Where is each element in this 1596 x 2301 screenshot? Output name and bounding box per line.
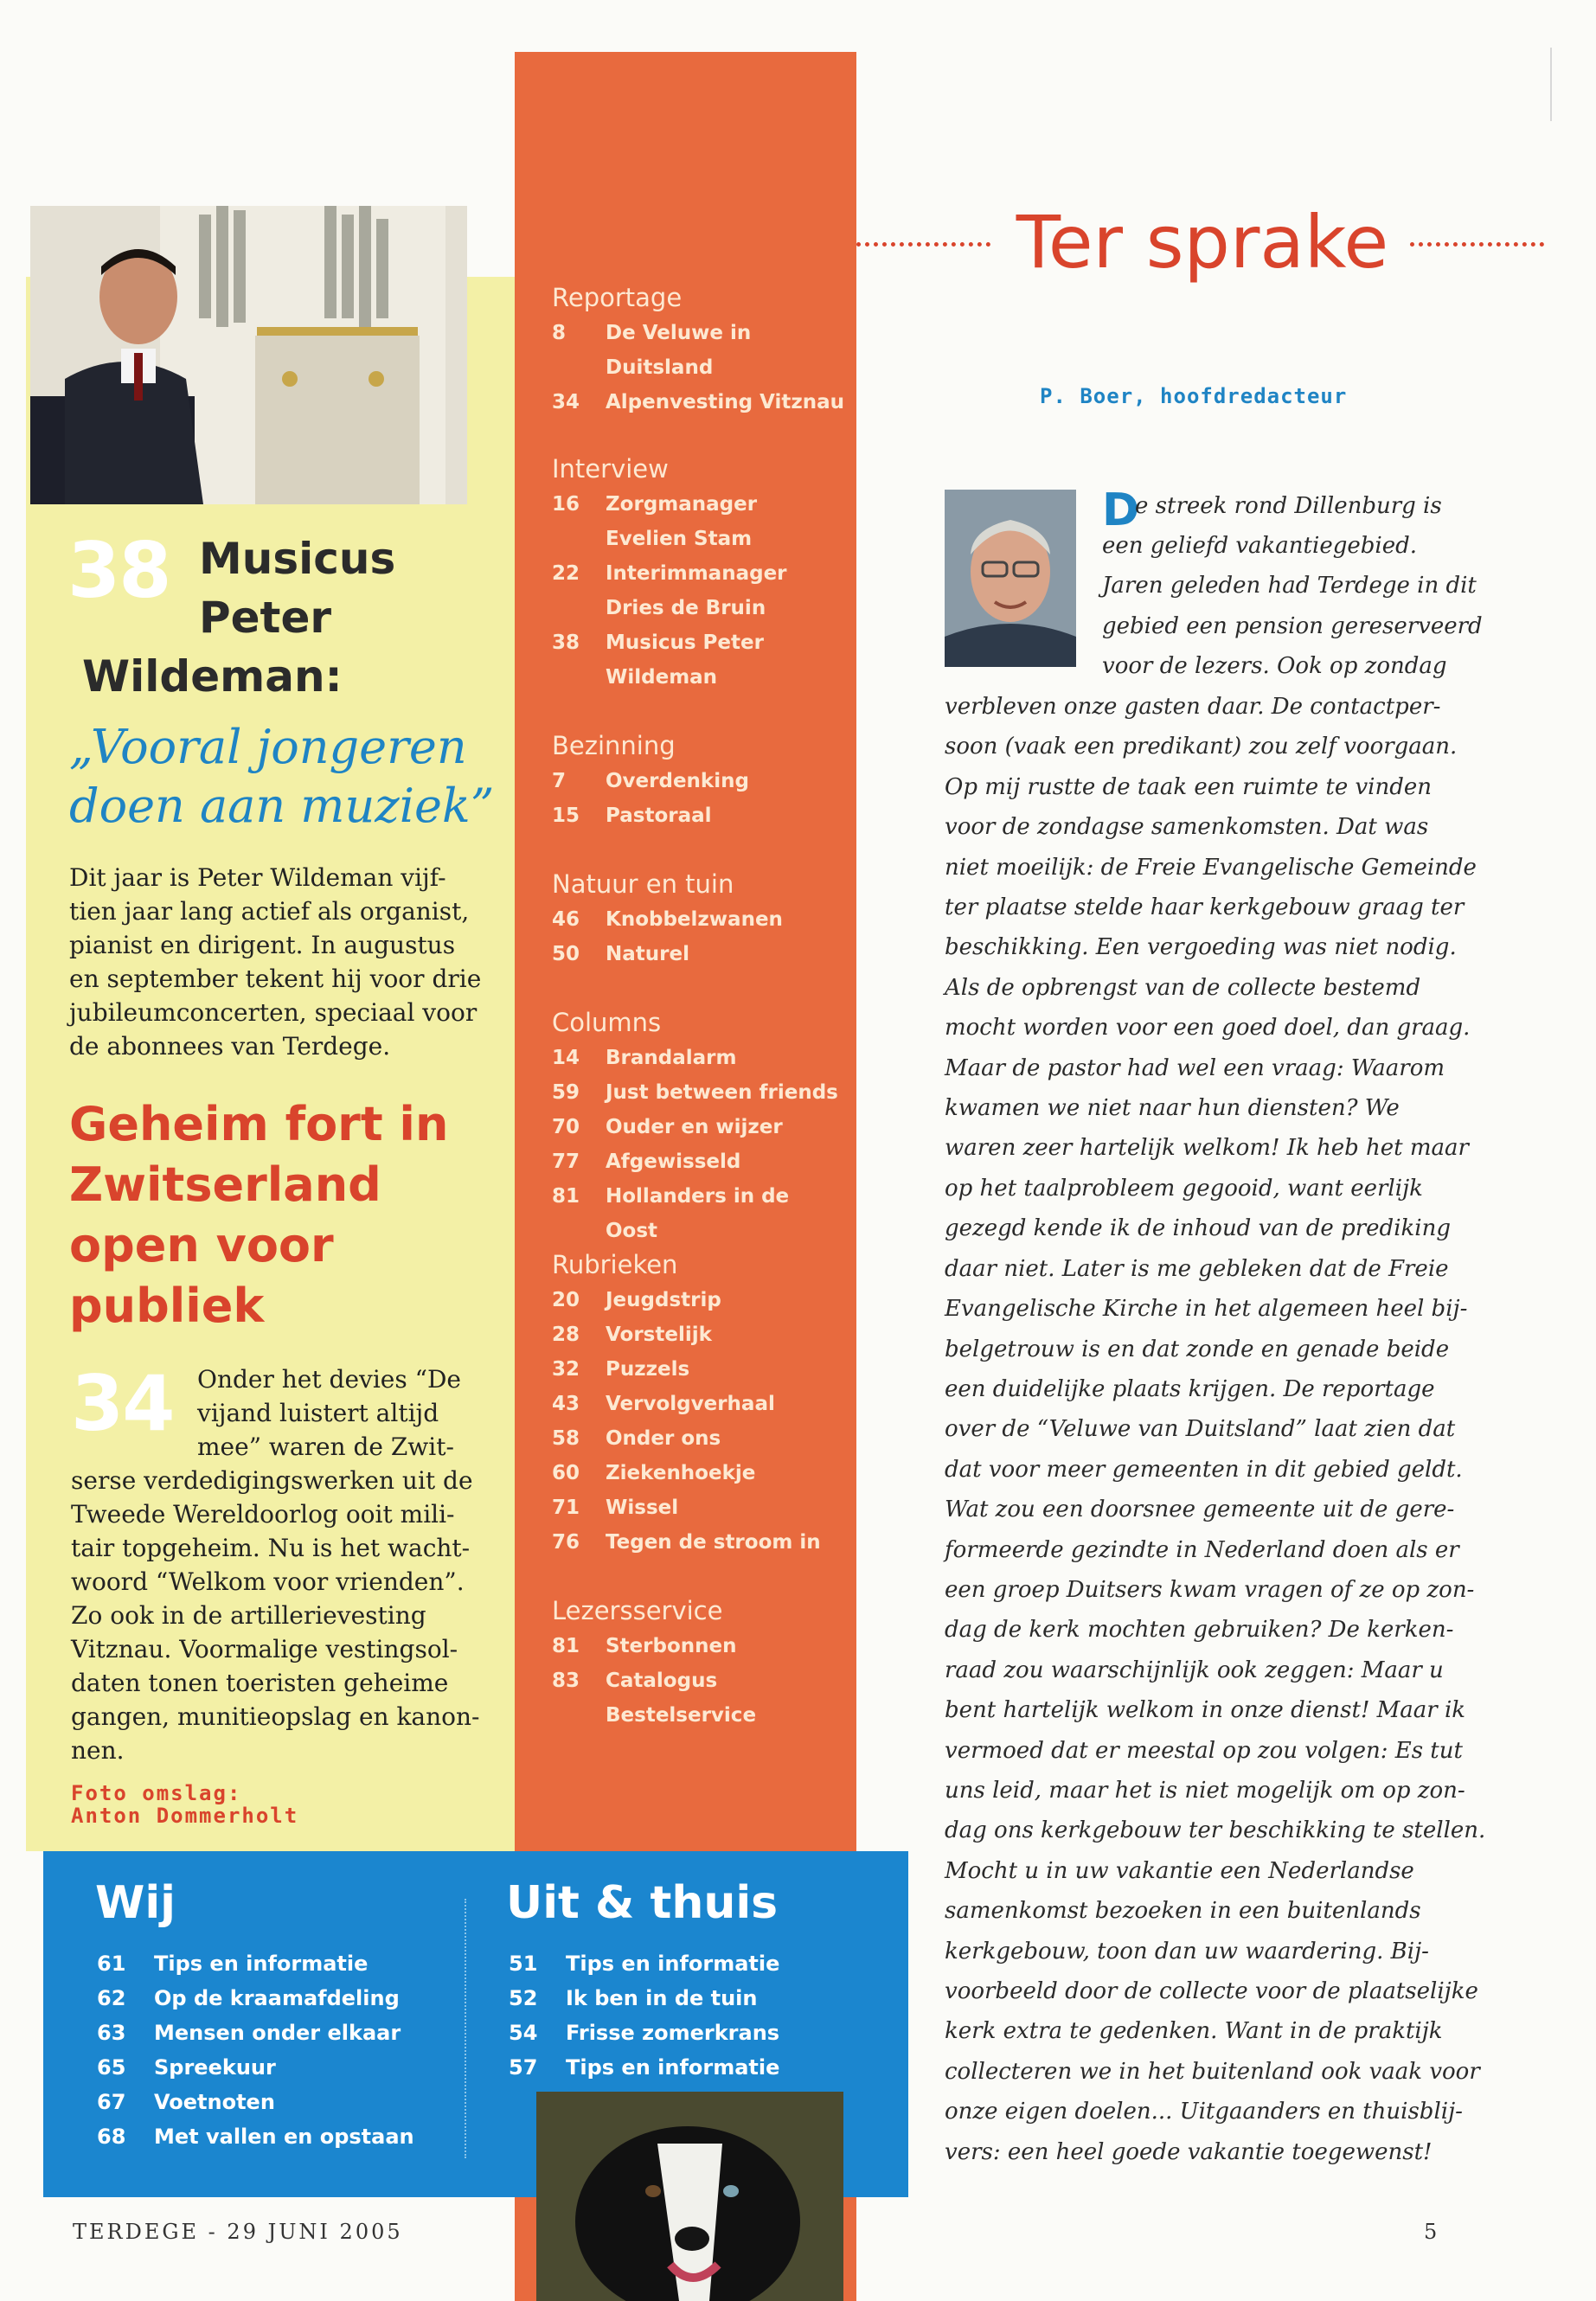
- uit-thuis-page-number: 52: [509, 1986, 538, 2010]
- toc-heading: Interview: [552, 454, 669, 484]
- toc-item[interactable]: [552, 1110, 846, 1144]
- toc-label: Overdenking: [606, 770, 749, 792]
- feature-intro: [69, 861, 519, 1063]
- wij-item[interactable]: [97, 2119, 460, 2154]
- article-line: ter plaatse stelde haar kerkgebouw graag ter: [945, 894, 1465, 921]
- intro-line: Onder het devies “De: [197, 1365, 461, 1394]
- intro-line: jubileumconcerten, speciaal voor: [69, 998, 478, 1027]
- title-dots-left: [856, 242, 990, 247]
- feature-quote: [69, 718, 510, 836]
- toc-page-number: 43: [552, 1393, 580, 1415]
- photo-dog: [536, 2092, 843, 2301]
- toc-label: Knobbelzwanen: [606, 908, 783, 931]
- intro-line: daten tonen toeristen geheime: [71, 1669, 449, 1697]
- toc-section-bezinning: [552, 729, 846, 833]
- toc-page-number: 81: [552, 1185, 580, 1208]
- toc-label: Dries de Bruin: [606, 597, 766, 619]
- wij-list: [97, 1946, 460, 2154]
- intro-line: gangen, munitieopslag en kanon-: [71, 1702, 480, 1731]
- editorial-body: [945, 687, 1507, 2172]
- article-line: collecteren we in het buitenland ook vaak voor: [945, 2058, 1480, 2085]
- intro-line: vijand luistert altijd: [197, 1399, 439, 1427]
- toc-section-interview: [552, 452, 846, 695]
- toc-heading: Bezinning: [552, 731, 676, 760]
- title-line: Zwitserland: [69, 1157, 381, 1212]
- toc-item[interactable]: [552, 1352, 846, 1387]
- toc-heading: Columns: [552, 1008, 662, 1037]
- article-line: dag ons kerkgebouw ter beschikking te stellen.: [945, 1817, 1486, 1844]
- toc-item[interactable]: [552, 798, 846, 833]
- toc-label: Vervolgverhaal: [606, 1393, 775, 1415]
- toc-label: Hollanders in de Oost: [606, 1185, 790, 1242]
- uit-thuis-page-number: 54: [509, 2021, 538, 2045]
- editorial-byline: P. Boer, hoofdredacteur: [1040, 384, 1348, 408]
- toc-item[interactable]: [552, 764, 846, 798]
- toc-label: Alpenvesting Vitznau: [606, 391, 845, 413]
- wij-item[interactable]: [97, 2085, 460, 2119]
- article-line: daar niet. Later is me gebleken dat de Freie: [945, 1255, 1449, 1282]
- article-line: mocht worden voor een goed doel, dan graag.: [945, 1015, 1471, 1042]
- article-line: kerkgebouw, toon dan uw waardering. Bij-: [945, 1938, 1429, 1965]
- dropcap-letter: D: [1102, 484, 1140, 536]
- intro-line: tair topgeheim. Nu is het wacht-: [71, 1534, 471, 1562]
- uit-thuis-label: Tips en informatie: [566, 1952, 780, 1976]
- toc-page-number: 76: [552, 1531, 580, 1554]
- toc-label: De Veluwe in: [606, 322, 752, 344]
- toc-item[interactable]: [552, 556, 846, 625]
- toc-label: Just between friends: [606, 1081, 838, 1104]
- toc-page-number: 16: [552, 493, 580, 516]
- article-line: voor de zondagse samenkomsten. Dat was: [945, 814, 1429, 841]
- toc-page-number: 71: [552, 1497, 580, 1519]
- wij-page-number: 67: [97, 2090, 126, 2114]
- toc-label: Tegen de stroom in: [606, 1531, 821, 1554]
- second-feature-page-number: 34: [71, 1359, 174, 1448]
- toc-page-number: 46: [552, 908, 580, 931]
- toc-page-number: 83: [552, 1670, 580, 1692]
- toc-page-number: 70: [552, 1116, 580, 1138]
- article-line: een duidelijke plaats krijgen. De reportage: [945, 1375, 1435, 1402]
- wij-item[interactable]: [97, 1946, 460, 1981]
- article-line: kerk extra te gedenken. Want in de praktijk: [945, 2018, 1443, 2045]
- wij-item[interactable]: [97, 2050, 460, 2085]
- toc-section-columns: [552, 1006, 846, 1248]
- wij-label: Voetnoten: [154, 2090, 275, 2114]
- toc-item[interactable]: [552, 1490, 846, 1525]
- toc-page-number: 59: [552, 1081, 580, 1104]
- article-line: over de “Veluwe van Duitsland” laat zien dat: [945, 1416, 1456, 1443]
- toc-label: Bestelservice: [606, 1704, 757, 1727]
- toc-section-natuur: [552, 868, 846, 971]
- article-line: waren zeer hartelijk welkom! Ik heb het maar: [945, 1135, 1469, 1162]
- toc-page-number: 58: [552, 1427, 580, 1450]
- wij-page-number: 65: [97, 2055, 126, 2080]
- article-line: Als de opbrengst van de collecte bestemd: [945, 974, 1421, 1001]
- title-dots-right: [1410, 242, 1544, 247]
- toc-label: Wildeman: [606, 666, 718, 689]
- wij-page-number: 68: [97, 2125, 126, 2149]
- second-feature-intro-indent: [197, 1362, 526, 1464]
- article-line: dat voor meer gemeenten in dit gebied geldt.: [945, 1456, 1463, 1483]
- quote-line: „Vooral jongeren: [69, 720, 467, 774]
- toc-heading: Reportage: [552, 283, 683, 312]
- article-line: bent hartelijk welkom in onze dienst! Maar ik: [945, 1697, 1466, 1724]
- toc-item[interactable]: [552, 1663, 846, 1733]
- second-feature-intro: [71, 1464, 529, 1767]
- toc-item[interactable]: [552, 1317, 846, 1352]
- uit-thuis-item[interactable]: [509, 1981, 872, 2016]
- article-line: raad zou waarschijnlijk ook zeggen: Maar u: [945, 1657, 1444, 1683]
- toc-page-number: 8: [552, 322, 567, 344]
- page-edge-rule: [1550, 48, 1552, 121]
- uit-thuis-list: [509, 1946, 872, 2085]
- wij-label: Op de kraamafdeling: [154, 1986, 400, 2010]
- toc-label: Wissel: [606, 1497, 679, 1519]
- article-line: gezegd kende ik de inhoud van de prediking: [945, 1215, 1451, 1242]
- toc-item[interactable]: [552, 385, 846, 420]
- wij-page-number: 63: [97, 2021, 126, 2045]
- uit-thuis-heading: Uit & thuis: [506, 1877, 779, 1929]
- author-portrait: [945, 490, 1076, 667]
- toc-item[interactable]: [552, 316, 846, 385]
- toc-item[interactable]: [552, 1629, 846, 1663]
- wij-label: Mensen onder elkaar: [154, 2021, 401, 2045]
- toc-page-number: 15: [552, 804, 580, 827]
- uit-thuis-label: Ik ben in de tuin: [566, 1986, 758, 2010]
- footer-page-number: 5: [1424, 2220, 1438, 2244]
- article-line: soon (vaak een predikant) zou zelf voorgaan.: [945, 734, 1458, 760]
- wij-label: Tips en informatie: [154, 1952, 369, 1976]
- toc-page-number: 60: [552, 1462, 580, 1484]
- toc-item[interactable]: [552, 1456, 846, 1490]
- toc-label: Duitsland: [606, 356, 714, 379]
- title-line: open voor: [69, 1218, 334, 1272]
- wij-item[interactable]: [97, 2016, 460, 2050]
- toc-label: Evelien Stam: [606, 528, 753, 550]
- article-line: dag de kerk mochten gebruiken? De kerken-: [945, 1617, 1454, 1644]
- feature-page-number: 38: [67, 526, 170, 615]
- toc-page-number: 32: [552, 1358, 580, 1381]
- article-line: Evangelische Kirche in het algemeen heel bij-: [945, 1296, 1468, 1323]
- editorial-first-line: e streek rond Dillenburg is: [1135, 493, 1442, 519]
- wij-item[interactable]: [97, 1981, 460, 2016]
- article-line: gebied een pension gereserveerd: [1102, 612, 1483, 639]
- intro-line: Vitznau. Voormalige vestingsol-: [71, 1635, 458, 1663]
- article-line: Jaren geleden had Terdege in dit: [1102, 573, 1477, 599]
- intro-line: mee” waren de Zwit-: [197, 1433, 454, 1461]
- article-line: voor de lezers. Ook op zondag: [1102, 653, 1447, 680]
- article-line: een geliefd vakantiegebied.: [1102, 533, 1417, 559]
- article-line: beschikking. Een vergoeding was niet nodig.: [945, 934, 1457, 961]
- toc-label: Puzzels: [606, 1358, 690, 1381]
- toc-label: Interimmanager: [606, 562, 787, 585]
- toc-label: Naturel: [606, 943, 689, 965]
- uit-thuis-label: Tips en informatie: [566, 2055, 780, 2080]
- intro-line: de abonnees van Terdege.: [69, 1032, 391, 1061]
- editorial-header: [856, 199, 1548, 294]
- uit-thuis-label: Frisse zomerkrans: [566, 2021, 780, 2045]
- toc-label: Sterbonnen: [606, 1635, 737, 1657]
- toc-item[interactable]: [552, 937, 846, 971]
- toc-item[interactable]: [552, 1283, 846, 1317]
- article-line: samenkomst bezoeken in een buitenlands: [945, 1898, 1421, 1925]
- toc-label: Ziekenhoekje: [606, 1462, 756, 1484]
- wij-heading: Wij: [95, 1877, 176, 1929]
- toc-item[interactable]: [552, 902, 846, 937]
- toc-label: Brandalarm: [606, 1047, 737, 1069]
- feature-title-line: Musicus: [199, 534, 396, 584]
- credit-label: Foto omslag:: [71, 1781, 242, 1805]
- toc-item[interactable]: [552, 1144, 846, 1179]
- toc-label: Catalogus: [606, 1670, 718, 1692]
- article-line: kwamen we niet naar hun diensten? We: [945, 1095, 1400, 1122]
- photo-author: [945, 490, 1076, 667]
- toc-label: Musicus Peter: [606, 631, 764, 654]
- title-line: publiek: [69, 1279, 265, 1333]
- title-line: Geheim fort in: [69, 1097, 449, 1151]
- toc-item[interactable]: [552, 1075, 846, 1110]
- toc-page-number: 38: [552, 631, 580, 654]
- uit-thuis-item[interactable]: [509, 2016, 872, 2050]
- toc-item[interactable]: [552, 1525, 846, 1560]
- quote-line: doen aan muziek”: [69, 779, 495, 833]
- article-line: Mocht u in uw vakantie een Nederlandse: [945, 1857, 1414, 1884]
- uit-thuis-item[interactable]: [509, 1946, 872, 1981]
- toc-label: Vorstelijk: [606, 1324, 712, 1346]
- toc-page-number: 50: [552, 943, 580, 965]
- feature-title-line: Peter: [199, 593, 332, 643]
- article-line: formeerde gezindte in Nederland doen als er: [945, 1536, 1459, 1563]
- toc-item[interactable]: [552, 1179, 846, 1248]
- intro-line: Zo ook in de artillerievesting: [71, 1601, 426, 1630]
- article-line: niet moeilijk: de Freie Evangelische Gemeinde: [945, 854, 1477, 881]
- editorial-title: Ter sprake: [1016, 200, 1389, 285]
- sections-divider: [465, 1899, 466, 2158]
- toc-item[interactable]: [552, 625, 846, 695]
- toc-page-number: 22: [552, 562, 580, 585]
- article-line: Op mij rustte de taak een ruimte te vinden: [945, 773, 1432, 800]
- toc-item[interactable]: [552, 1421, 846, 1456]
- toc-section-reportage: [552, 281, 846, 420]
- article-line: vers: een heel goede vakantie toegewenst!: [945, 2138, 1433, 2165]
- intro-line: serse verdedigingswerken uit de: [71, 1466, 473, 1495]
- toc-label: Zorgmanager: [606, 493, 758, 516]
- uit-thuis-page-number: 51: [509, 1952, 538, 1976]
- wij-label: Spreekuur: [154, 2055, 276, 2080]
- wij-label: Met vallen en opstaan: [154, 2125, 414, 2149]
- article-line: Wat zou een doorsnee gemeente uit de gere-: [945, 1497, 1455, 1523]
- toc-label: Pastoraal: [606, 804, 712, 827]
- toc-heading: Lezersservice: [552, 1596, 723, 1625]
- article-line: een groep Duitsers kwam vragen of ze op zon-: [945, 1576, 1475, 1603]
- feature-title-line: Wildeman:: [82, 651, 343, 702]
- toc-page-number: 28: [552, 1324, 580, 1346]
- article-line: onze eigen doelen... Uitgaanders en thuisblij-: [945, 2099, 1463, 2125]
- article-line: uns leid, maar het is niet mogelijk om op zon-: [945, 1777, 1465, 1804]
- uit-thuis-item[interactable]: [509, 2050, 872, 2085]
- uit-thuis-page-number: 57: [509, 2055, 538, 2080]
- toc-label: Ouder en wijzer: [606, 1116, 783, 1138]
- toc-heading: Natuur en tuin: [552, 869, 734, 899]
- toc-item[interactable]: [552, 1387, 846, 1421]
- intro-line: tien jaar lang actief als organist,: [69, 897, 470, 926]
- editorial-narrow-text: [1102, 526, 1500, 687]
- article-line: op het taalprobleem gegooid, want eerlijk: [945, 1175, 1423, 1202]
- toc-page-number: 20: [552, 1289, 580, 1311]
- cover-photo-credit: [71, 1782, 298, 1827]
- toc-label: Onder ons: [606, 1427, 721, 1450]
- toc-page-number: 81: [552, 1635, 580, 1657]
- toc-page-number: 14: [552, 1047, 580, 1069]
- intro-line: woord “Welkom voor vrienden”.: [71, 1567, 465, 1596]
- photo-organist: [30, 206, 467, 504]
- article-line: Maar de pastor had wel een vraag: Waarom: [945, 1054, 1445, 1081]
- dog-illustration: [536, 2092, 843, 2301]
- intro-line: Tweede Wereldoorlog ooit mili-: [71, 1500, 455, 1529]
- toc-item[interactable]: [552, 487, 846, 556]
- toc-heading: Rubrieken: [552, 1250, 678, 1279]
- intro-line: nen.: [71, 1736, 125, 1765]
- article-line: vermoed dat er meestal op zou volgen: Es tut: [945, 1737, 1463, 1764]
- toc-page-number: 77: [552, 1150, 580, 1173]
- intro-line: en september tekent hij voor drie: [69, 965, 482, 993]
- toc-section-rubrieken: [552, 1248, 846, 1560]
- toc-page-number: 34: [552, 391, 580, 413]
- article-line: voorbeeld door de collecte voor de plaatselijke: [945, 1978, 1478, 2004]
- credit-name: Anton Dommerholt: [71, 1804, 299, 1828]
- article-line: verbleven onze gasten daar. De contactper-: [945, 694, 1441, 720]
- toc-page-number: 7: [552, 770, 567, 792]
- article-line: belgetrouw is en dat zonde en genade beide: [945, 1336, 1450, 1362]
- intro-line: pianist en dirigent. In augustus: [69, 931, 456, 959]
- toc-section-lezersservice: [552, 1594, 846, 1733]
- toc-item[interactable]: [552, 1041, 846, 1075]
- second-feature-title: [69, 1094, 519, 1336]
- footer-magazine-date: TERDEGE - 29 JUNI 2005: [73, 2220, 403, 2244]
- wij-page-number: 61: [97, 1952, 126, 1976]
- toc-label: Afgewisseld: [606, 1150, 741, 1173]
- wij-page-number: 62: [97, 1986, 126, 2010]
- organist-illustration: [30, 206, 467, 504]
- intro-line: Dit jaar is Peter Wildeman vijf-: [69, 863, 446, 892]
- toc-label: Jeugdstrip: [606, 1289, 721, 1311]
